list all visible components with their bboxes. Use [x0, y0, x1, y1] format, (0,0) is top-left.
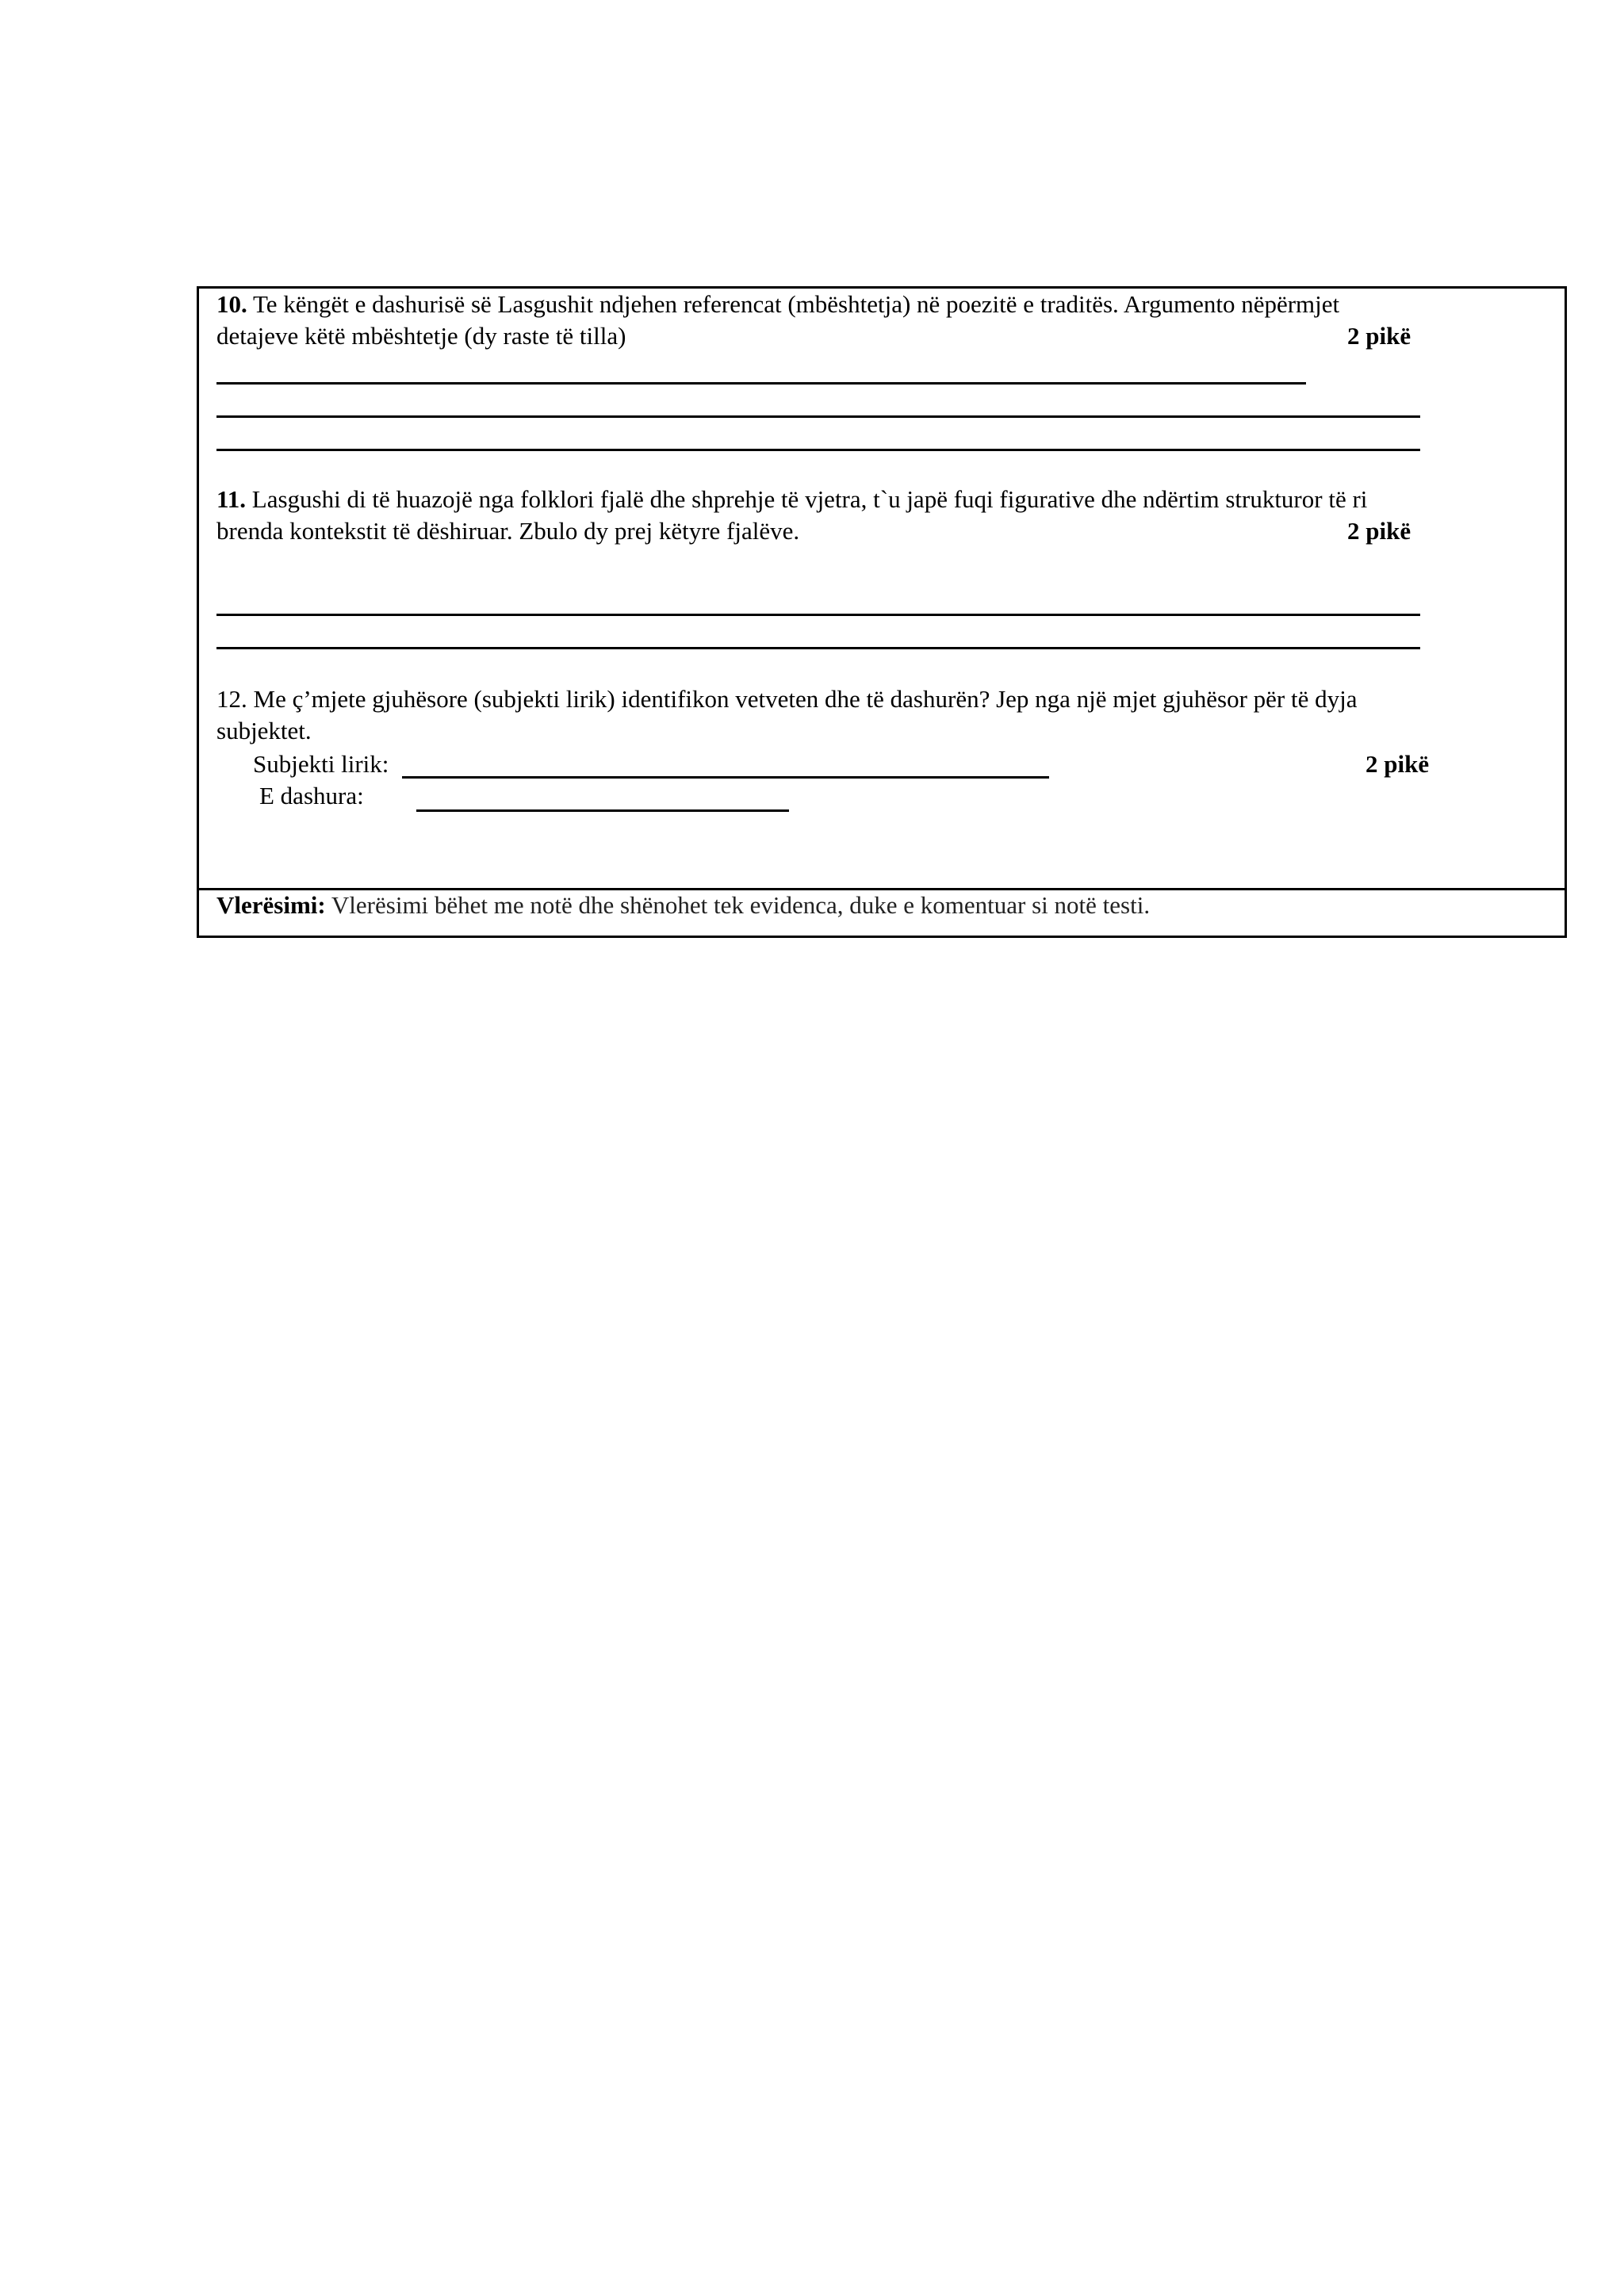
q12-field2-label: E dashura:	[259, 782, 364, 809]
question-table	[197, 286, 1567, 938]
q10-line1	[216, 289, 1339, 320]
q10-text-line2: detajeve këtë mbështetje (dy raste të tilla)	[216, 322, 626, 350]
q10-points: 2 pikë	[1347, 322, 1411, 350]
q12-text-line1: 12. Me ç’mjete gjuhësore (subjekti lirik) identifikon vetveten dhe të dashurën? Jep nga një mjet gjuhësor për të dyja	[216, 685, 1358, 713]
evaluation-label: Vlerësimi:	[216, 891, 326, 919]
q10-text-line1: Te këngët e dashurisë së Lasgushit ndjehen referencat (mbështetja) në poezitë e traditës. Argumento nëpërmjet	[252, 290, 1340, 318]
q11-answer-line-2[interactable]	[216, 647, 1420, 649]
evaluation-text: Vlerësimi bëhet me notë dhe shënohet tek evidenca, duke e komentuar si notë testi.	[331, 891, 1151, 919]
q11-line1	[216, 484, 1367, 515]
q12-field1-answer-line[interactable]	[402, 776, 1049, 779]
q11-number: 11.	[216, 485, 247, 513]
q10-answer-line-1[interactable]	[216, 382, 1306, 385]
q11-text-line2: brenda kontekstit të dëshiruar. Zbulo dy prej këtyre fjalëve.	[216, 517, 800, 545]
q11-text-line1: Lasgushi di të huazojë nga folklori fjalë dhe shprehje të vjetra, t`u japë fuqi figurative dhe ndërtim strukturor të ri	[251, 485, 1368, 513]
q10-answer-line-3[interactable]	[216, 449, 1420, 451]
q11-answer-line-1[interactable]	[216, 614, 1420, 616]
q12-text-line2: subjektet.	[216, 717, 312, 744]
questions-cell	[199, 289, 1565, 888]
q12-field2-answer-line[interactable]	[416, 809, 789, 812]
q12-points: 2 pikë	[1365, 750, 1430, 778]
q11-points: 2 pikë	[1347, 517, 1411, 545]
evaluation-row	[216, 890, 1150, 921]
q12-field1-label: Subjekti lirik:	[253, 750, 389, 778]
q10-number: 10.	[216, 290, 247, 318]
q10-answer-line-2[interactable]	[216, 415, 1420, 418]
